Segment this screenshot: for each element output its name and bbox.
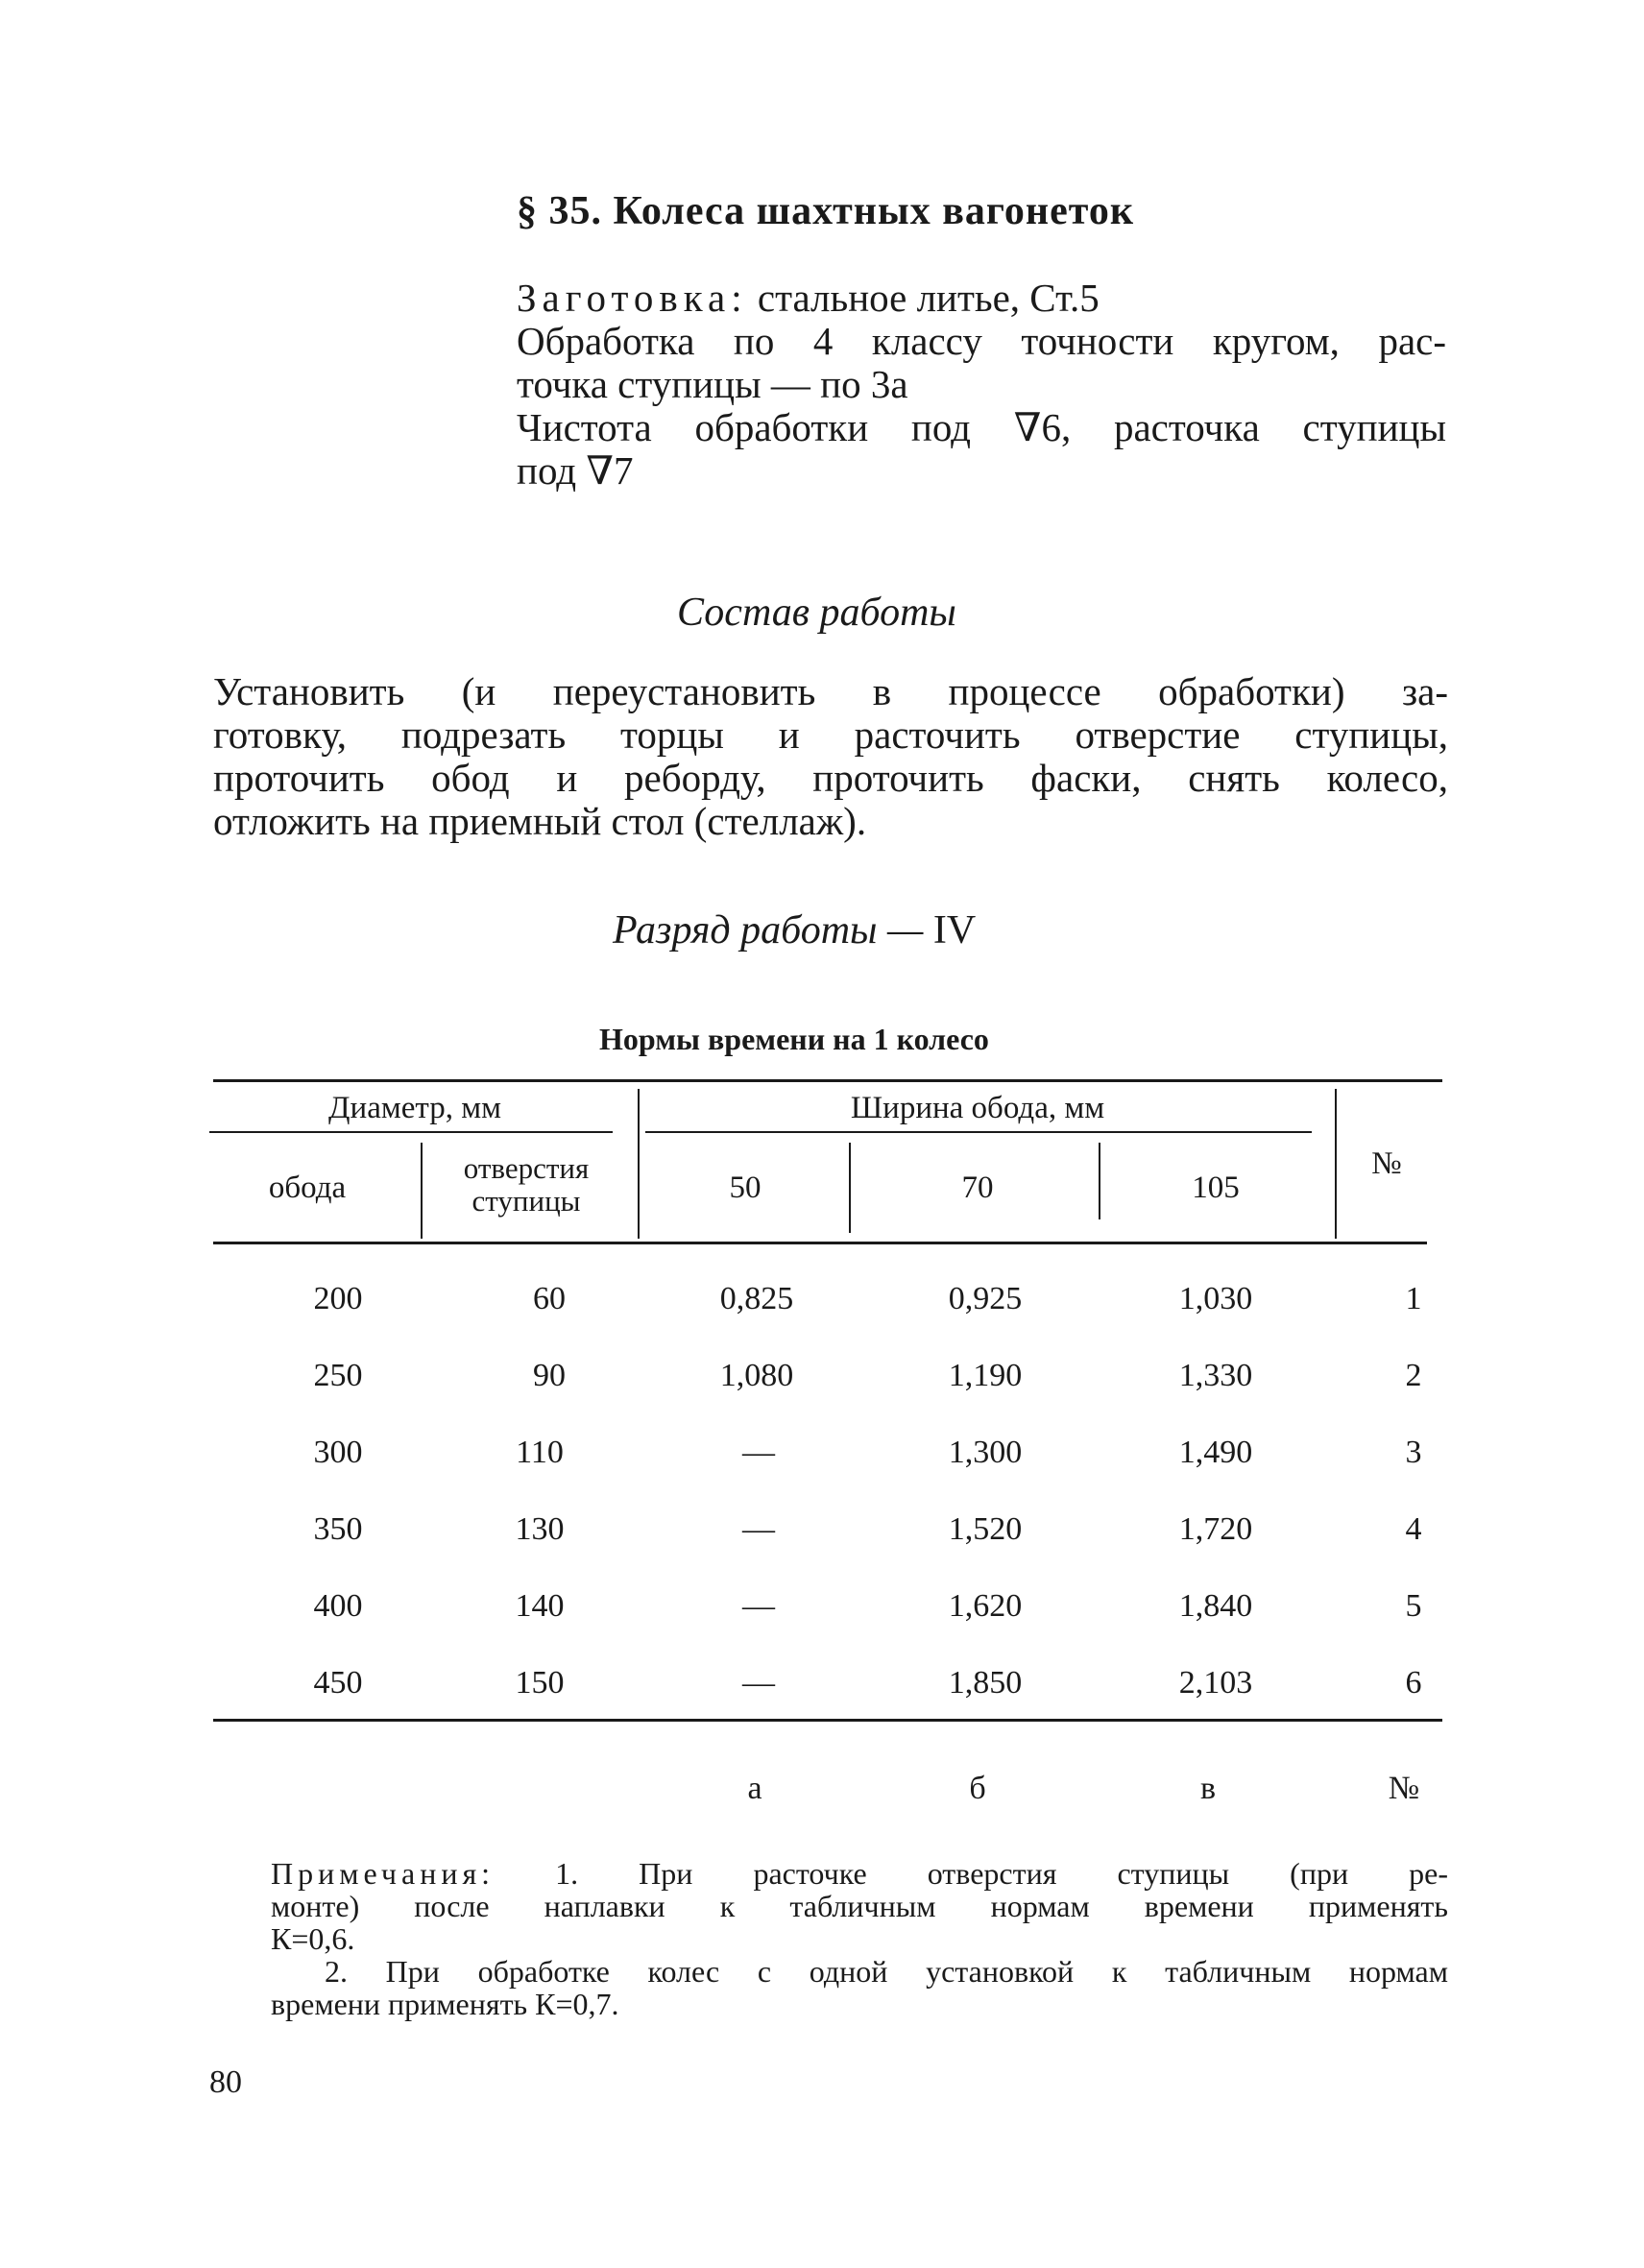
cell-width-70: 1,520	[948, 1511, 1023, 1547]
cell-number: 2	[1405, 1358, 1422, 1393]
column-index-b: б	[969, 1771, 986, 1806]
blank-line	[517, 277, 1446, 320]
cell-width-50: —	[742, 1511, 775, 1547]
cell-rim: 450	[313, 1665, 363, 1701]
header-width-group: Ширина обода, мм	[850, 1091, 1105, 1125]
divider-diameter-width	[638, 1089, 640, 1239]
cell-hub: 110	[516, 1435, 564, 1470]
cell-hub: 130	[515, 1511, 565, 1547]
cell-width-50: —	[742, 1588, 775, 1624]
composition-title: Состав работы	[677, 591, 956, 635]
divider-w70-w105	[1099, 1143, 1100, 1219]
cell-width-105: 2,103	[1178, 1665, 1253, 1701]
cell-rim: 250	[313, 1358, 363, 1393]
cell-rim: 300	[313, 1435, 363, 1470]
notes-label: Примечания:	[271, 1856, 496, 1891]
cell-number: 5	[1405, 1588, 1422, 1624]
composition-text	[213, 670, 1448, 843]
notes	[271, 1857, 1448, 2020]
finish-line-1: Чистота обработки под ∇6, расточка ступицы	[517, 405, 1446, 449]
header-hub-line-2: ступицы	[471, 1184, 581, 1218]
header-width-50: 50	[729, 1170, 762, 1205]
column-index-c: в	[1199, 1771, 1217, 1806]
cell-width-50: 1,080	[719, 1358, 794, 1393]
width-group-rule	[645, 1131, 1312, 1133]
note-1-line-3: К=0,6.	[271, 1921, 355, 1956]
note-2-line-2: времени применять К=0,7.	[271, 1987, 619, 2021]
work-grade-value: IV	[932, 908, 977, 953]
composition-line-3: проточить обод и реборду, проточить фаски, снять колесо,	[213, 756, 1448, 800]
table-top-rule	[213, 1079, 1442, 1082]
blank-label: Заготовка:	[517, 276, 748, 320]
column-index-a: а	[747, 1771, 762, 1806]
divider-w50-w70	[849, 1143, 851, 1233]
header-bottom-rule	[213, 1242, 1427, 1244]
header-rim: обода	[268, 1170, 347, 1205]
cell-hub: 90	[533, 1358, 566, 1393]
cell-number: 3	[1405, 1435, 1422, 1470]
composition-line-4: отложить на приемный стол (стеллаж).	[213, 799, 867, 843]
work-grade	[613, 907, 976, 953]
cell-width-50: —	[742, 1435, 775, 1470]
table-bottom-rule	[213, 1719, 1442, 1722]
cell-rim: 400	[313, 1588, 363, 1624]
spec-block	[517, 277, 1446, 493]
processing-line-2: точка ступицы — по 3а	[517, 362, 908, 406]
cell-width-50: 0,825	[719, 1281, 794, 1316]
cell-hub: 140	[515, 1588, 565, 1624]
cell-width-105: 1,840	[1178, 1588, 1253, 1624]
header-diameter-group: Диаметр, мм	[328, 1091, 501, 1125]
note-2-line-1: 2. При обработке колес с одной установкой к табличным нормам	[325, 1954, 1448, 1989]
note-1-line-1	[271, 1857, 1448, 1890]
note-1-text-1: 1. При расточке отверстия ступицы (при ре-	[555, 1856, 1449, 1891]
section-title: § 35. Колеса шахтных вагонеток	[517, 189, 1135, 233]
header-width-70: 70	[961, 1170, 994, 1205]
cell-width-70: 1,620	[948, 1588, 1023, 1624]
processing-line-1: Обработка по 4 классу точности кругом, рас-	[517, 319, 1446, 363]
cell-width-70: 1,190	[948, 1358, 1023, 1393]
page-number: 80	[209, 2064, 242, 2100]
cell-number: 4	[1405, 1511, 1422, 1547]
header-width-105: 105	[1192, 1170, 1240, 1205]
cell-rim: 350	[313, 1511, 363, 1547]
note-1-line-2: монте) после наплавки к табличным нормам времени применять	[271, 1889, 1448, 1923]
header-number: №	[1371, 1146, 1402, 1181]
table-caption: Нормы времени на 1 колесо	[599, 1022, 989, 1056]
cell-width-50: —	[742, 1665, 775, 1701]
blank-value: стальное литье, Ст.5	[757, 276, 1100, 320]
cell-hub: 60	[533, 1281, 566, 1316]
cell-hub: 150	[515, 1665, 565, 1701]
cell-rim: 200	[313, 1281, 363, 1316]
composition-line-1: Установить (и переустановить в процессе обработки) за-	[213, 669, 1448, 713]
cell-number: 1	[1405, 1281, 1422, 1316]
composition-line-2: готовку, подрезать торцы и расточить отверстие ступицы,	[213, 712, 1448, 757]
cell-width-105: 1,720	[1178, 1511, 1253, 1547]
divider-rim-hub	[421, 1143, 423, 1239]
cell-width-105: 1,330	[1178, 1358, 1253, 1393]
cell-width-70: 1,850	[948, 1665, 1023, 1701]
cell-number: 6	[1405, 1665, 1422, 1701]
work-grade-label: Разряд работы —	[613, 908, 924, 953]
cell-width-70: 0,925	[948, 1281, 1023, 1316]
cell-width-105: 1,490	[1178, 1435, 1253, 1470]
header-hub-line-1: отверстия	[463, 1151, 590, 1185]
header-hub	[464, 1152, 590, 1218]
diameter-group-rule	[209, 1131, 613, 1133]
finish-line-2: под ∇7	[517, 448, 634, 493]
cell-width-105: 1,030	[1178, 1281, 1253, 1316]
divider-width-num	[1335, 1089, 1337, 1239]
cell-width-70: 1,300	[948, 1435, 1023, 1470]
column-index-number: №	[1388, 1771, 1420, 1806]
